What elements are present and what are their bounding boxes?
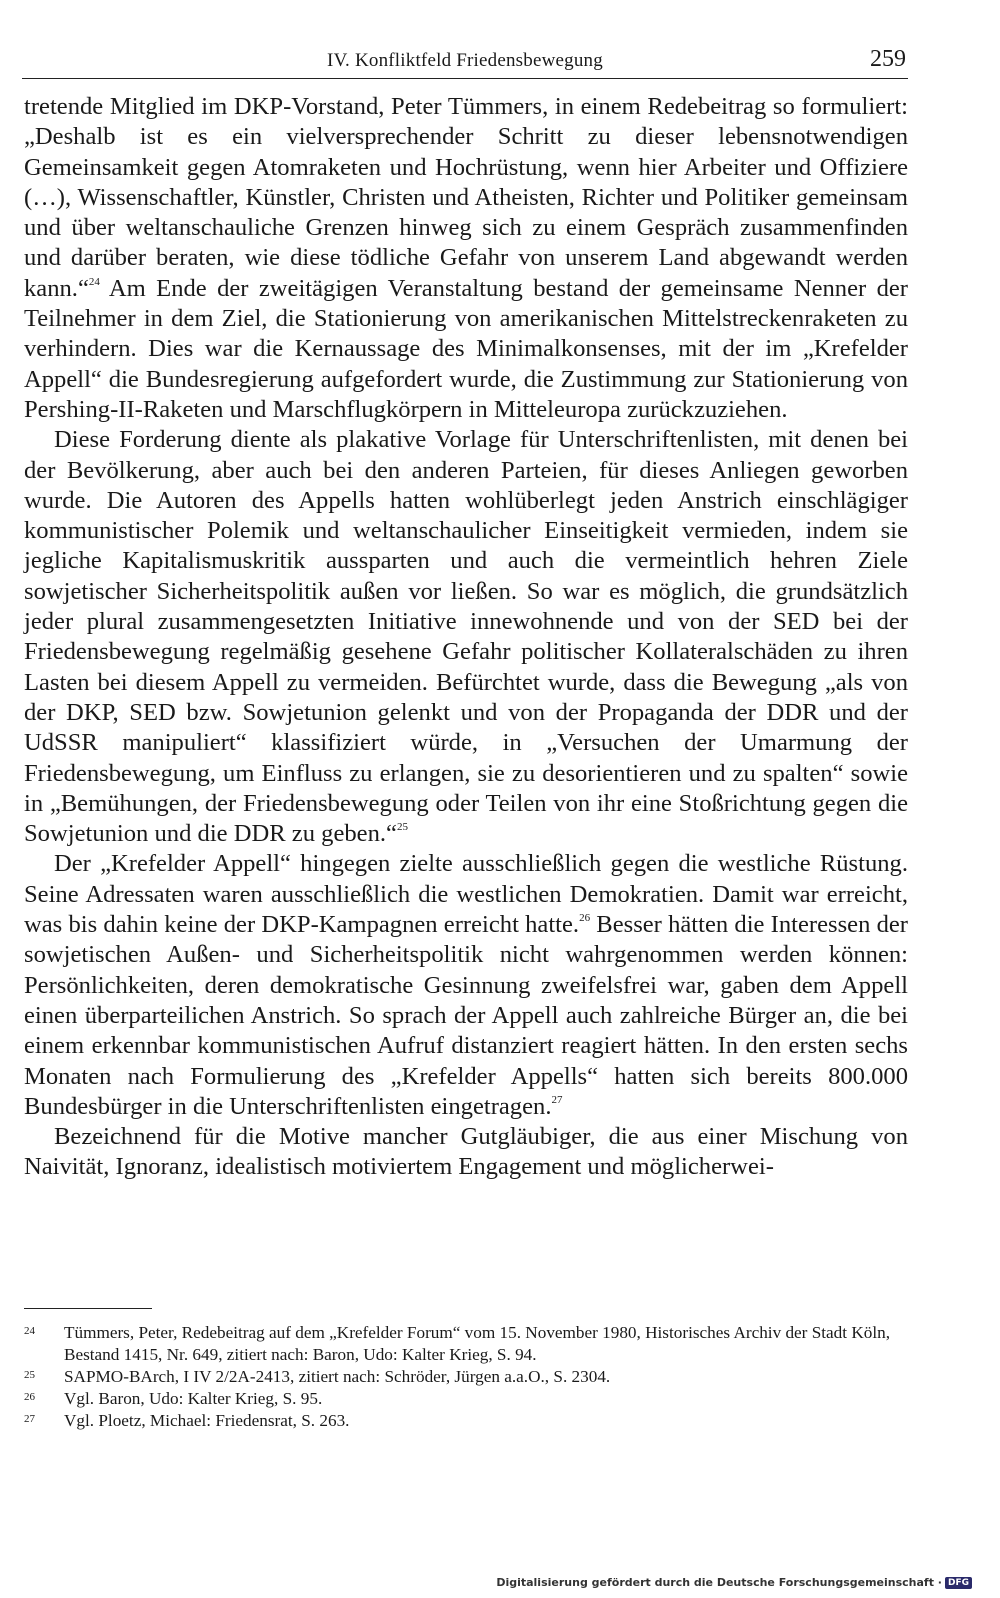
- paragraph-2: [24, 425, 908, 849]
- footnote-26: [24, 1388, 894, 1410]
- paragraph-3: [24, 849, 908, 1122]
- footnote-number: 25: [24, 1369, 35, 1381]
- paragraph-1: [24, 92, 908, 425]
- page-number: 259: [870, 46, 906, 72]
- paragraph-text: Bezeichnend für die Motive mancher Gutgläubiger, die aus einer Mischung von Naivität, Ignoranz, idealistisch motiviertem Engagement und möglicherwei-: [24, 1123, 908, 1181]
- page-header: [22, 44, 908, 79]
- footnote-reference: 24: [88, 275, 100, 288]
- digitization-notice-text: Digitalisierung gefördert durch die Deutsche Forschungsgemeinschaft ·: [496, 1576, 942, 1589]
- footnote-reference: 26: [579, 912, 591, 925]
- paragraph-text: tretende Mitglied im DKP-Vorstand, Peter Tümmers, in einem Redebeitrag so formuliert: „Deshalb ist es ein vielversprechender Schritt zu dieser lebensnotwendigen Gemeinsamkeit gegen Atomraketen und Hochrüstung, wenn hier Arbeiter und Offiziere (…), Wissenschaftler, Künstler, Christen und Atheisten, Richter und Politiker gemeinsam und über weltanschauliche Grenzen hinweg sich zu einem Gespräch zusammenfinden und darüber beraten, wie diese tödliche Gefahr von unserem Land abgewandt werden kann.“: [24, 93, 908, 302]
- footnote-number: 27: [24, 1413, 35, 1425]
- body-text: [24, 92, 908, 1183]
- dfg-logo-icon: DFG: [945, 1577, 972, 1589]
- footnote-27: [24, 1410, 894, 1432]
- footnote-number: 26: [24, 1391, 35, 1403]
- footnote-number: 24: [24, 1325, 35, 1337]
- running-title: IV. Konfliktfeld Friedensbewegung: [327, 50, 603, 71]
- paragraph-4: [24, 1122, 908, 1183]
- footnote-24: [24, 1322, 894, 1366]
- digitization-notice: [496, 1576, 972, 1589]
- footnote-reference: 27: [551, 1093, 563, 1106]
- footnote-text: Vgl. Ploetz, Michael: Friedensrat, S. 263.: [64, 1411, 350, 1430]
- paragraph-text: Am Ende der zweitägigen Veranstaltung bestand der gemeinsame Nenner der Teilnehmer in dem Ziel, die Stationierung von amerikanischen Mittelstreckenraketen zu verhindern. Dies war die Kernaussage des Minimalkonsenses, mit der im „Krefelder Appell“ die Bundesregierung aufgefordert wurde, die Zustimmung zur Stationierung von Pershing-II-Raketen und Marschflugkörpern in Mitteleuropa zurückzuziehen.: [24, 274, 908, 423]
- footnote-25: [24, 1366, 894, 1388]
- footnote-text: SAPMO-BArch, I IV 2/2A-2413, zitiert nach: Schröder, Jürgen a.a.O., S. 2304.: [64, 1367, 611, 1386]
- footnote-divider: [24, 1308, 152, 1309]
- paragraph-text: Der „Krefelder Appell“ hingegen zielte ausschließlich gegen die westliche Rüstung. Seine Adressaten waren ausschließlich die westlichen Demokratien. Damit war erreicht, was bis dahin keine der DKP-Kampagnen erreicht hatte.: [24, 850, 908, 939]
- footnote-text: Tümmers, Peter, Redebeitrag auf dem „Krefelder Forum“ vom 15. November 1980, Historisches Archiv der Stadt Köln, Bestand 1415, Nr. 649, zitiert nach: Baron, Udo: Kalter Krieg, S. 94.: [64, 1323, 891, 1364]
- footnotes: [24, 1322, 894, 1432]
- paragraph-text: Diese Forderung diente als plakative Vorlage für Unterschriftenlisten, mit denen bei der Bevölkerung, aber auch bei den anderen Parteien, für dieses Anliegen geworben wurde. Die Autoren des Appells hatten wohlüberlegt jeden Anstrich einschlägiger kommunistischer Polemik und weltanschaulicher Einseitigkeit vermieden, indem sie jegliche Kapitalismuskritik aussparten und auch die vermeintlich hehren Ziele sowjetischer Sicherheitspolitik außen vor ließen. So war es möglich, die grundsätzlich jeder plural zusammengesetzten Initiative innewohnende und von der SED bei der Friedensbewegung regelmäßig gesehene Gefahr politischer Kollateralschäden zu ihren Lasten bei diesem Appell zu vermeiden. Befürchtet wurde, dass die Bewegung „als von der DKP, SED bzw. Sowjetunion gelenkt und von der Propaganda der DDR und der UdSSR manipuliert“ klassifiziert würde, in „Versuchen der Umarmung der Friedensbewegung, um Einfluss zu erlangen, sie zu desorientieren und zu spalten“ sowie in „Bemühungen, der Friedensbewegung oder Teilen von ihr eine Stoßrichtung gegen die Sowjetunion und die DDR zu geben.“: [24, 426, 908, 848]
- paragraph-text: Besser hätten die Interessen der sowjetischen Außen- und Sicherheitspolitik nicht wahrgenommen werden können: Persönlichkeiten, deren demokratische Gesinnung zweifelsfrei war, gaben dem Appell einen überparteilichen Anstrich. So sprach der Appell auch zahlreiche Bürger an, die bei einem erkennbar kommunistischen Aufruf distanziert reagiert hätten. In den ersten sechs Monaten nach Formulierung des „Krefelder Appells“ hatten sich bereits 800.000 Bundesbürger in die Unterschriftenlisten eingetragen.: [24, 911, 909, 1120]
- footnote-reference: 25: [396, 821, 408, 834]
- footnote-text: Vgl. Baron, Udo: Kalter Krieg, S. 95.: [64, 1389, 323, 1408]
